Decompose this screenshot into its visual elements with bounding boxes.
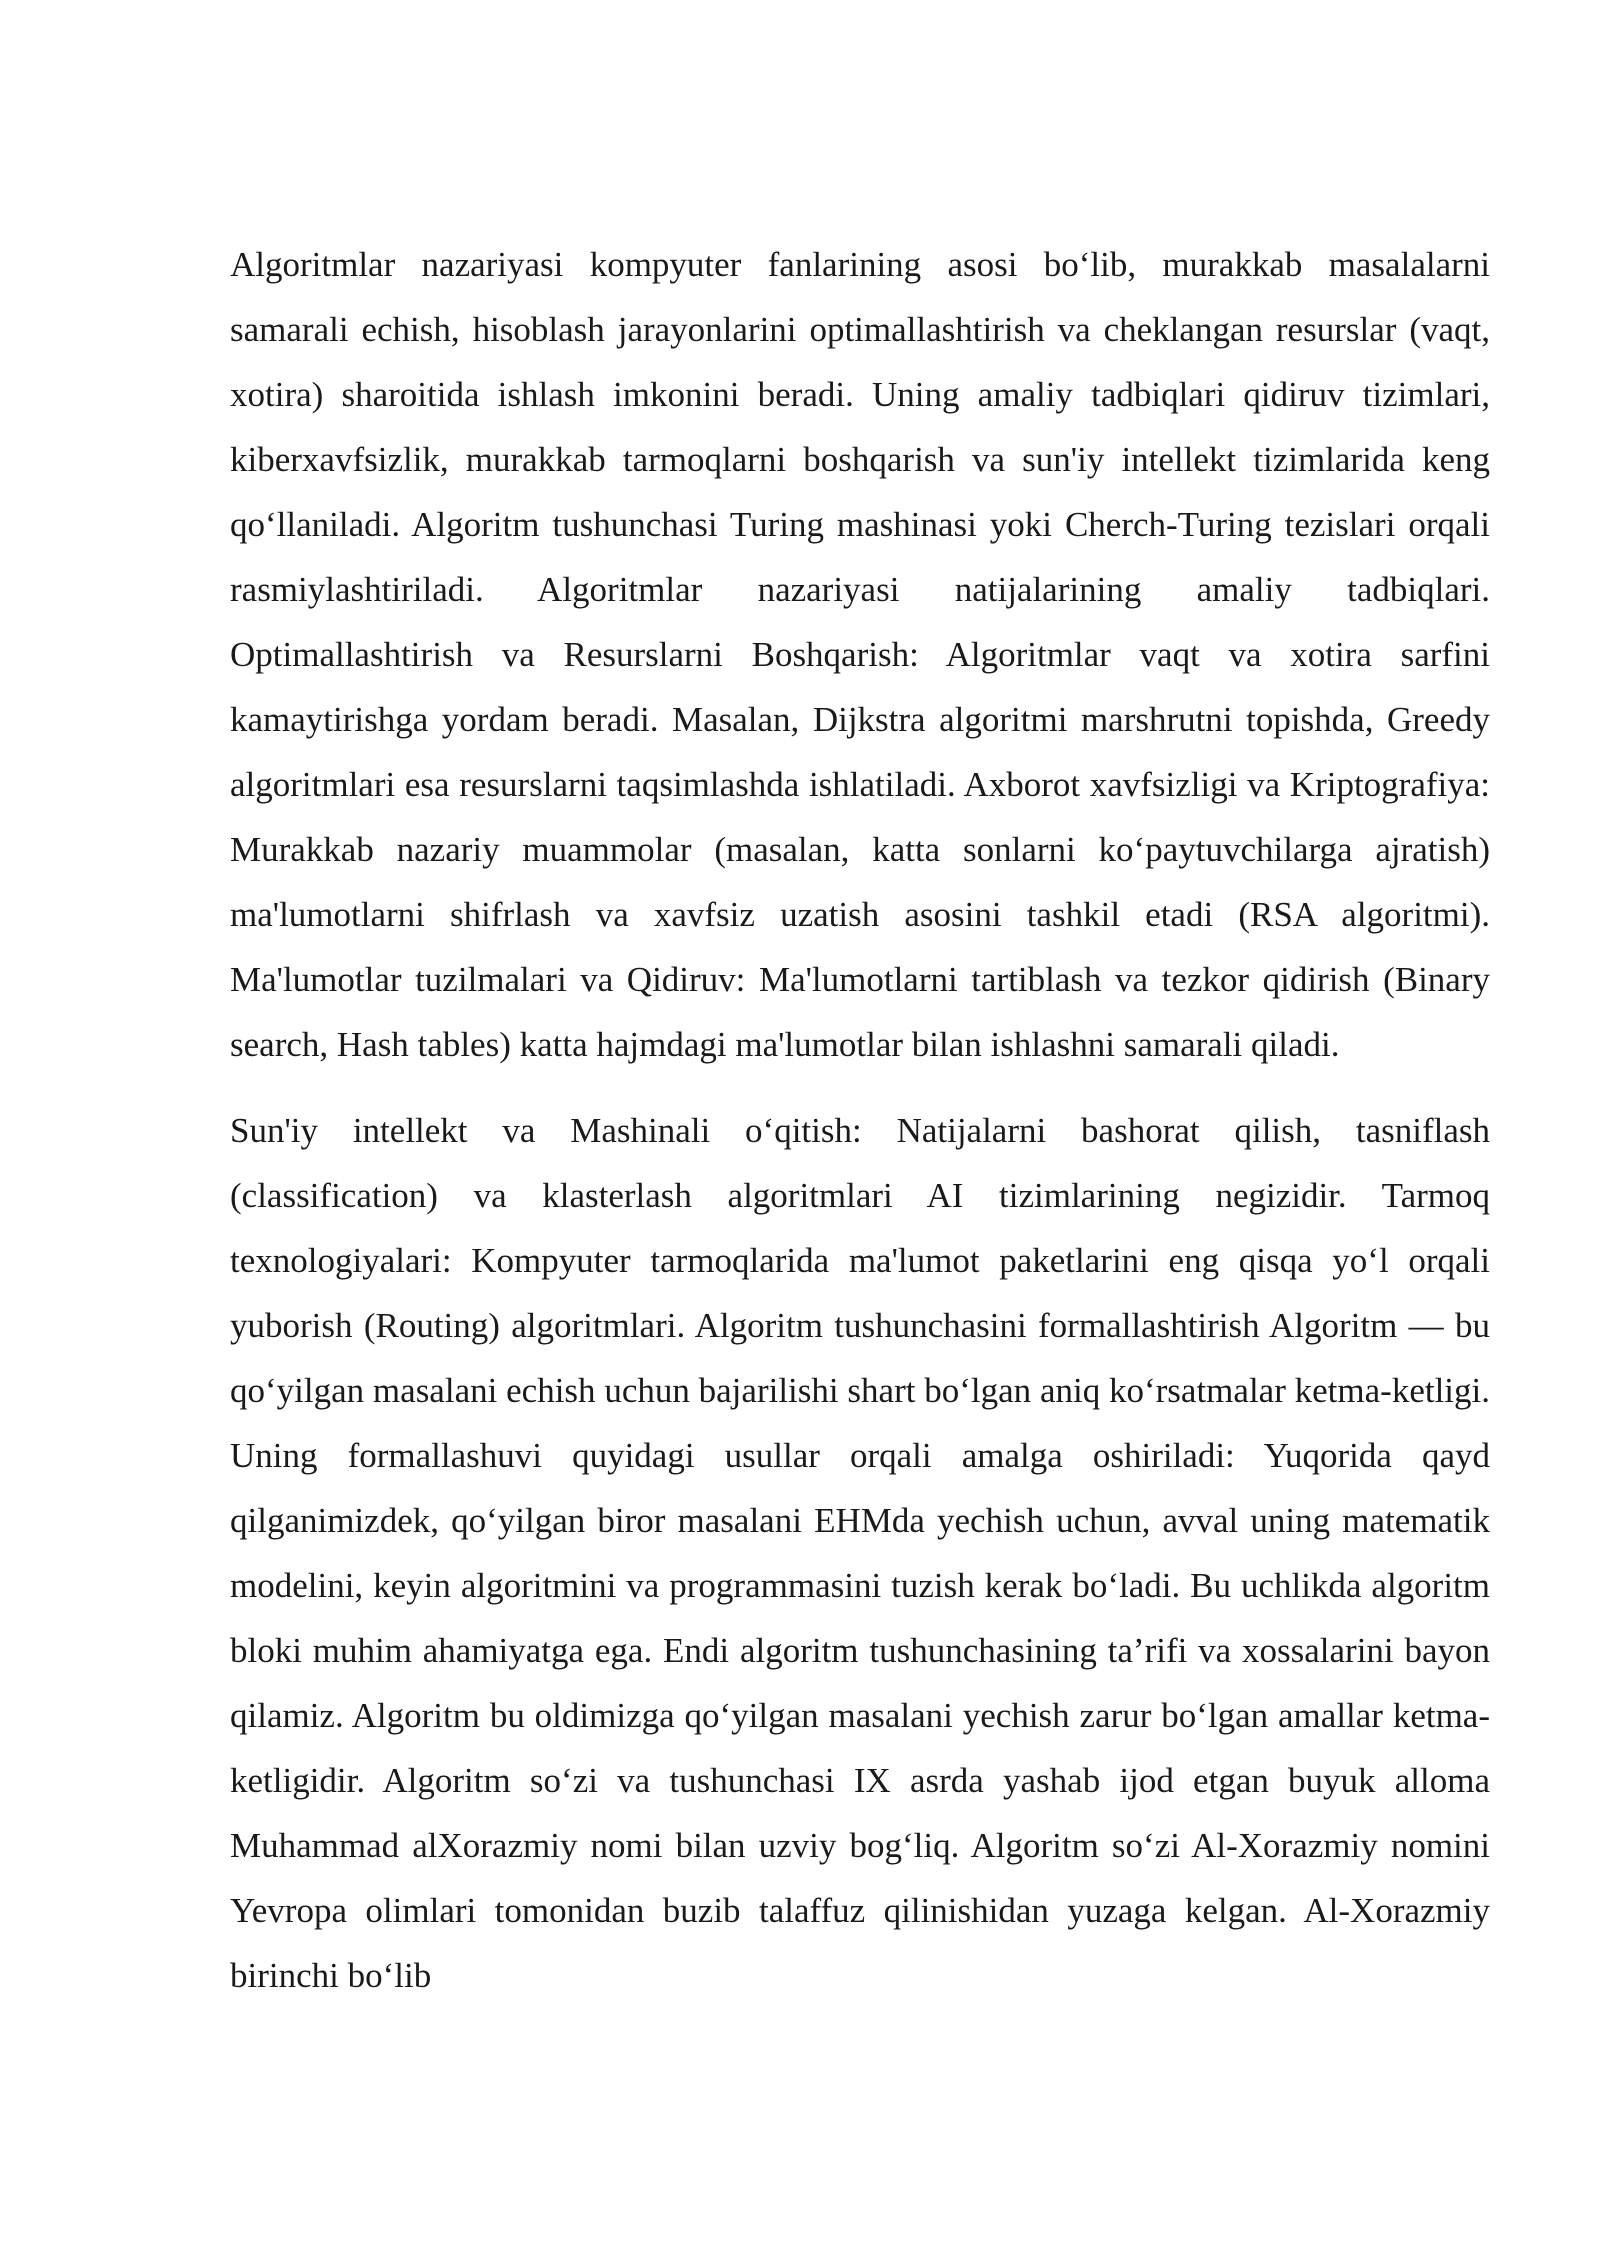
document-body <box>230 232 1490 2008</box>
paragraph-2: Sun'iy intellekt va Mashinali o‘qitish: Natijalarni bashorat qilish, tasniflash (classification) va klasterlash algoritmlari AI tizimlarining negizidir. Tarmoq texnologiyalari: Kompyuter tarmoqlarida ma'lumot paketlarini eng qisqa yo‘l orqali yuborish (Routing) algoritmlari. Algoritm tushunchasini formallashtirish Algoritm — bu qo‘yilgan masalani echish uchun bajarilishi shart bo‘lgan aniq ko‘rsatmalar ketma-ketligi. Uning formallashuvi quyidagi usullar orqali amalga oshiriladi: Yuqorida qayd qilganimizdek, qo‘yilgan biror masalani EHMda yechish uchun, avval uning matematik modelini, keyin algoritmini va programmasini tuzish kerak bo‘ladi. Bu uchlikda algoritm bloki muhim ahamiyatga ega. Endi algoritm tushunchasining ta’rifi va xossalarini bayon qilamiz. Algoritm bu oldimizga qo‘yilgan masalani yechish zarur bo‘lgan amallar ketma-ketligidir. Algoritm so‘zi va tushunchasi IX asrda yashab ijod etgan buyuk alloma Muhammad alXorazmiy nomi bilan uzviy bog‘liq. Algoritm so‘zi Al-Xorazmiy nomini Yevropa olimlari tomonidan buzib talaffuz qilinishidan yuzaga kelgan. Al-Xorazmiy birinchi bo‘lib <box>230 1111 1490 1995</box>
paragraph-1: Algoritmlar nazariyasi kompyuter fanlarining asosi bo‘lib, murakkab masalalarni samarali echish, hisoblash jarayonlarini optimallashtirish va cheklangan resurslar (vaqt, xotira) sharoitida ishlash imkonini beradi. Uning amaliy tadbiqlari qidiruv tizimlari, kiberxavfsizlik, murakkab tarmoqlarni boshqarish va sun'iy intellekt tizimlarida keng qo‘llaniladi. Algoritm tushunchasi Turing mashinasi yoki Cherch-Turing tezislari orqali rasmiylashtiriladi. Algoritmlar nazariyasi natijalarining amaliy tadbiqlari. Optimallashtirish va Resurslarni Boshqarish: Algoritmlar vaqt va xotira sarfini kamaytirishga yordam beradi. Masalan, Dijkstra algoritmi marshrutni topishda, Greedy algoritmlari esa resurslarni taqsimlashda ishlatiladi. Axborot xavfsizligi va Kriptografiya: Murakkab nazariy muammolar (masalan, katta sonlarni ko‘paytuvchilarga ajratish) ma'lumotlarni shifrlash va xavfsiz uzatish asosini tashkil etadi (RSA algoritmi). Ma'lumotlar tuzilmalari va Qidiruv: Ma'lumotlarni tartiblash va tezkor qidirish (Binary search, Hash tables) katta hajmdagi ma'lumotlar bilan ishlashni samarali qiladi. <box>230 245 1490 1064</box>
